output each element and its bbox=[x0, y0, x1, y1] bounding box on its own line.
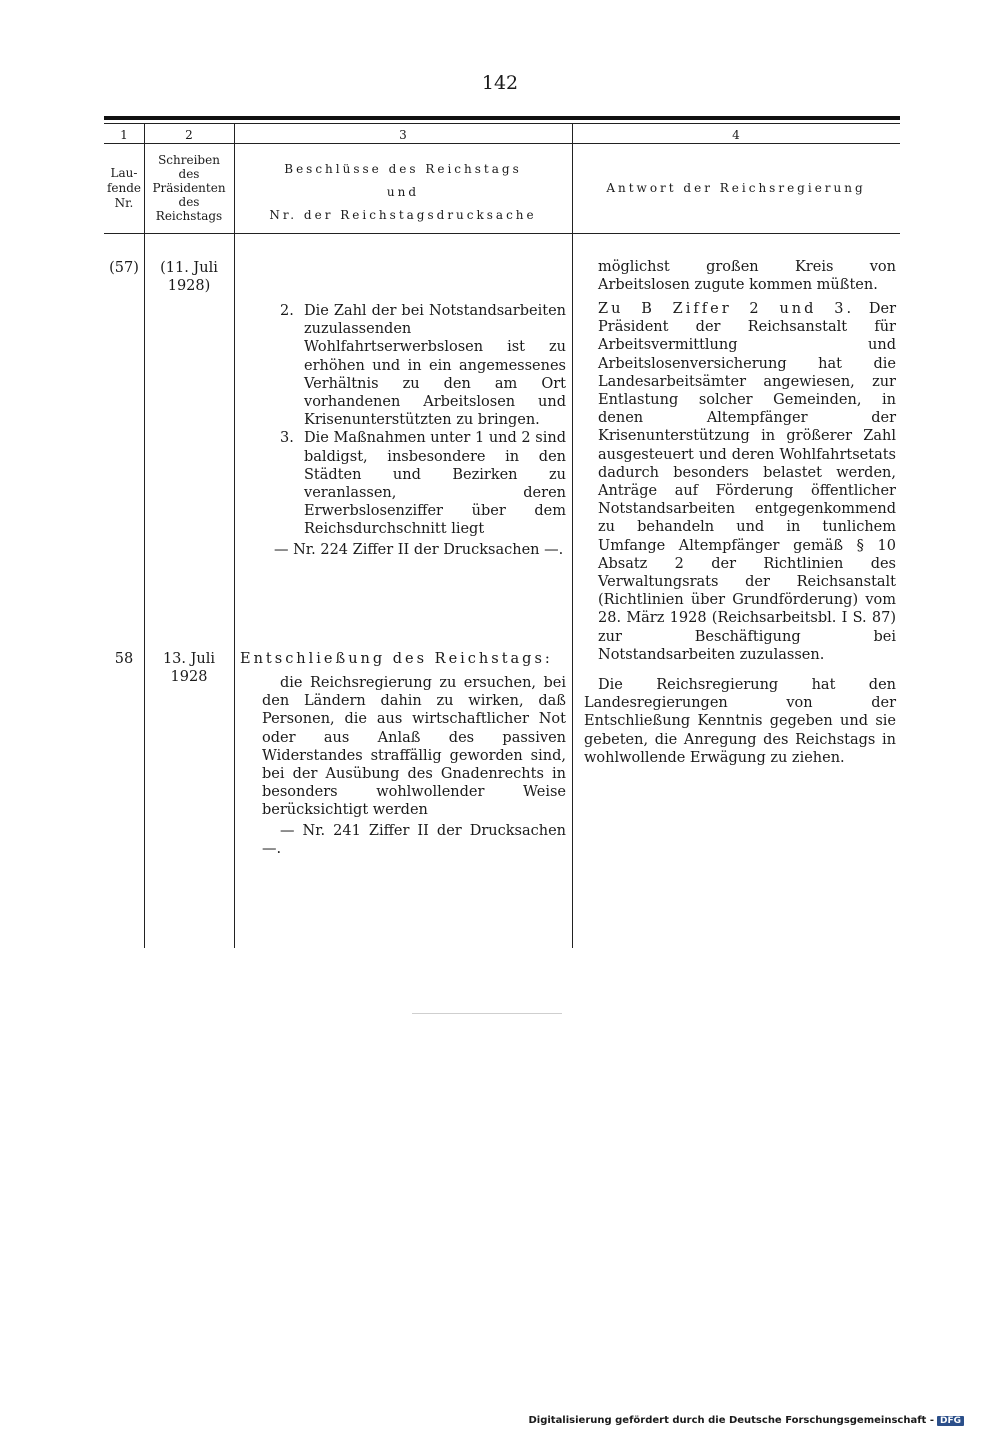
colnum-rule bbox=[104, 143, 900, 144]
col3-header bbox=[234, 158, 572, 227]
col-number-2: 2 bbox=[185, 128, 193, 142]
row-57-antwort bbox=[598, 300, 896, 664]
row-57-nr: (57) bbox=[109, 260, 139, 276]
row-58-drucksache: — Nr. 241 Ziffer II der Drucksachen —. bbox=[262, 822, 566, 857]
col2-header-line: Schreiben bbox=[158, 153, 220, 167]
col2-header-line: des bbox=[178, 195, 200, 209]
row-58-beschluss-text: die Reichsregierung zu ersuchen, bei den Ländern dahin zu wirken, daß Personen, die aus wirtschaftlicher Not oder aus Anlaß des passiven Widerstandes straffällig geworden sind, bei der Ausübung des Gnadenrechts in besonders wohlwollender Weise berücksichtigt werden bbox=[262, 675, 566, 819]
footer-text: Digitalisierung gefördert durch die Deutsche Forschungsgemeinschaft - bbox=[528, 1415, 934, 1426]
row-57-beschluss bbox=[274, 302, 566, 559]
page-number: 142 bbox=[481, 72, 519, 94]
digitization-footer bbox=[528, 1415, 964, 1426]
col3-header-line: und bbox=[386, 185, 420, 199]
row-57-date-line2: 1928) bbox=[167, 278, 211, 295]
col2-header bbox=[144, 153, 234, 223]
row-57-drucksache: — Nr. 224 Ziffer II der Drucksachen —. bbox=[274, 541, 564, 558]
row-58-beschluss-heading: Entschließung des Reichstags: bbox=[240, 651, 553, 667]
col3-header-line: Beschlüsse des Reichstags bbox=[284, 162, 522, 176]
row-57-date-line1: (11. Juli bbox=[160, 260, 218, 276]
beschluss-item-number: 3. bbox=[280, 430, 294, 447]
column-divider-2 bbox=[234, 123, 235, 948]
row-57-antwort-lead: Zu B Ziffer 2 und 3. bbox=[598, 301, 855, 317]
row-58-beschluss bbox=[262, 674, 566, 858]
col-number-4: 4 bbox=[732, 128, 740, 142]
column-divider-1 bbox=[144, 123, 145, 948]
col4-header: Antwort der Reichsregierung bbox=[606, 181, 866, 195]
col-number-1: 1 bbox=[120, 128, 128, 142]
beschluss-item-text: Die Maßnahmen unter 1 und 2 sind baldigst, insbesondere in den Städten und Bezirken zu veranlassen, deren Erwerbslosenziffer über dem Reichsdurchschnitt liegt bbox=[304, 430, 566, 538]
beschluss-item-number: 2. bbox=[280, 303, 294, 319]
row-57-antwort-intro: möglichst großen Kreis von Arbeitslosen zugute kommen müßten. bbox=[598, 259, 896, 294]
row-57-date bbox=[148, 259, 230, 295]
dfg-logo: DFG bbox=[937, 1416, 964, 1426]
column-divider-3 bbox=[572, 123, 573, 948]
col2-header-line: Reichstags bbox=[155, 209, 223, 223]
beschluss-item bbox=[280, 429, 566, 538]
col3-header-line: Nr. der Reichstagsdrucksache bbox=[269, 208, 537, 222]
top-rule-thin bbox=[104, 123, 900, 124]
row-58-date-line1: 13. Juli bbox=[162, 651, 216, 667]
row-58-antwort: Die Reichsregierung hat den Landesregierungen von der Entschließung Kenntnis gegeben und sie gebeten, die Anregung des Reichstags in wohlwollende Erwägung zu ziehen. bbox=[584, 677, 896, 766]
col1-header-line: fende bbox=[106, 181, 142, 195]
col2-header-line: des bbox=[178, 167, 200, 181]
col2-header-line: Präsidenten bbox=[152, 181, 226, 195]
col-number-3: 3 bbox=[399, 128, 407, 142]
beschluss-item bbox=[280, 302, 566, 429]
col1-header-line: Nr. bbox=[114, 196, 134, 210]
col1-header bbox=[104, 166, 144, 211]
row-58-nr: 58 bbox=[114, 651, 134, 667]
row-58-date bbox=[148, 650, 230, 686]
beschluss-item-text: Die Zahl der bei Notstandsarbeiten zuzulassenden Wohlfahrtserwerbslosen ist zu erhöhen und in ein angemessenes Verhältnis zu den am Ort vorhandenen Arbeitslosen und Krisenunterstützten zu bringen. bbox=[304, 303, 566, 429]
col1-header-line: Lau- bbox=[110, 166, 138, 180]
header-rule bbox=[104, 233, 900, 234]
row-57-antwort-body: Der Präsident der Reichsanstalt für Arbeitsvermittlung und Arbeitslosenversicherung hat die Landesarbeitsämter angewiesen, zur Entlastung solcher Gemeinden, in denen Altempfänger der Krisenunterstützung in größerer Zahl ausgesteuert und deren Wohlfahrtsetats dadurch besonders belastet werden, Anträge auf Förderung öffentlicher Notstandsarbeiten entgegenkommend zu behandeln und in tunlichem Umfange Altempfänger gemäß § 10 Absatz 2 der Richtlinien des Verwaltungsrats der Reichsanstalt (Richtlinien über Grundförderung) vom 28. März 1928 (Reichsarbeitsbl. I S. 87) zur Beschäftigung bei Notstandsarbeiten zuzulassen. bbox=[598, 301, 897, 663]
row-58-date-line2: 1928 bbox=[170, 669, 208, 686]
faint-divider bbox=[412, 1013, 562, 1014]
top-rule bbox=[104, 116, 900, 120]
